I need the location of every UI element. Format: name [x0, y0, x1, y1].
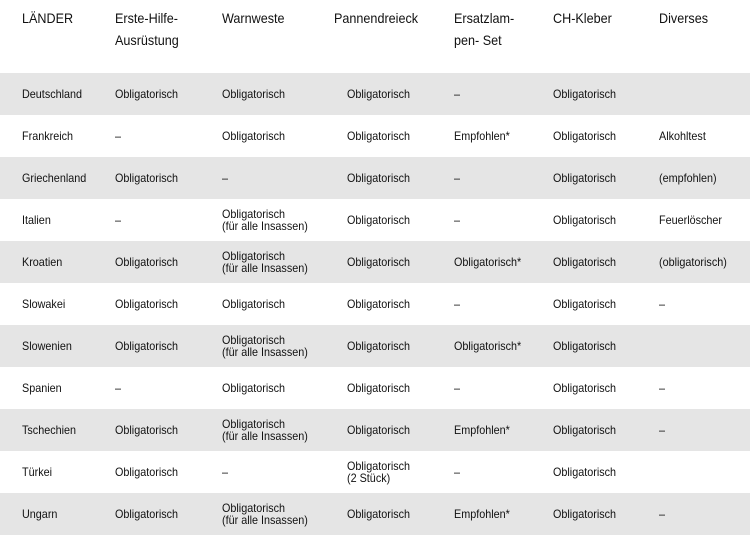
table-cell: Obligatorisch* [454, 255, 522, 269]
table-cell: Obligatorisch [115, 507, 179, 521]
table-cell: Empfohlen* [454, 129, 510, 143]
header-pannendreieck: Pannendreieck [334, 10, 419, 26]
table-cell: Obligatorisch [553, 171, 617, 185]
table-cell: Obligatorisch [553, 381, 617, 395]
table-cell: – [115, 129, 122, 143]
table-cell: Obligatorisch [553, 87, 617, 101]
table-row [0, 367, 750, 409]
table-cell: Obligatorisch [347, 129, 411, 143]
country-cell: Italien [22, 213, 51, 227]
table-cell: – [454, 381, 461, 395]
table-cell: Obligatorisch [553, 297, 617, 311]
table-cell: Obligatorisch [553, 423, 617, 437]
table-body [0, 73, 750, 535]
table-row [0, 73, 750, 115]
table-cell: – [454, 213, 461, 227]
table-cell: Obligatorisch [115, 339, 179, 353]
table-cell: Obligatorisch [115, 465, 179, 479]
header-erste-hilfe: Erste-Hilfe- Ausrüstung [115, 10, 179, 48]
table-cell: Obligatorisch [115, 87, 179, 101]
table-cell: Obligatorisch [553, 339, 617, 353]
table-cell: Obligatorisch [553, 255, 617, 269]
table-cell: Obligatorisch (für alle Insassen) [222, 333, 308, 359]
country-cell: Ungarn [22, 507, 58, 521]
table-cell: Obligatorisch [115, 423, 179, 437]
table-cell: Empfohlen* [454, 507, 510, 521]
table-row [0, 283, 750, 325]
table-cell: – [115, 381, 122, 395]
table-cell: – [659, 507, 666, 521]
table-cell: Obligatorisch [347, 171, 411, 185]
country-cell: Griechenland [22, 171, 87, 185]
table-cell: Obligatorisch [115, 171, 179, 185]
table-cell: Obligatorisch [553, 129, 617, 143]
header-ersatzlampen: Ersatzlam- pen- Set [454, 10, 515, 48]
table-header [0, 0, 750, 73]
table-cell: (obligatorisch) [659, 255, 727, 269]
country-cell: Slowenien [22, 339, 72, 353]
table-cell: Obligatorisch [222, 297, 286, 311]
table-cell: Alkohltest [659, 129, 706, 143]
table-cell: Obligatorisch [115, 297, 179, 311]
header-diverses: Diverses [659, 10, 709, 26]
header-laender: LÄNDER [22, 10, 74, 26]
table-cell: – [454, 465, 461, 479]
country-cell: Türkei [22, 465, 53, 479]
table-row [0, 451, 750, 493]
table-cell: Obligatorisch (für alle Insassen) [222, 501, 308, 527]
country-cell: Kroatien [22, 255, 63, 269]
table-cell: Obligatorisch [222, 381, 286, 395]
table-row [0, 241, 750, 283]
table-cell: Obligatorisch (2 Stück) [347, 459, 411, 485]
table-cell: – [222, 465, 229, 479]
table-row [0, 325, 750, 367]
country-cell: Tschechien [22, 423, 77, 437]
table-cell: – [659, 423, 666, 437]
table-cell: Empfohlen* [454, 423, 510, 437]
table-cell: – [454, 171, 461, 185]
table-cell: Obligatorisch (für alle Insassen) [222, 417, 308, 443]
table-cell: Obligatorisch [347, 339, 411, 353]
table-cell: Obligatorisch (für alle Insassen) [222, 249, 308, 275]
table-cell: (empfohlen) [659, 171, 717, 185]
country-cell: Frankreich [22, 129, 74, 143]
table-cell: Obligatorisch* [454, 339, 522, 353]
table-cell: – [659, 381, 666, 395]
table-cell: Obligatorisch [347, 297, 411, 311]
table-cell: Obligatorisch [347, 255, 411, 269]
table-cell: Obligatorisch [347, 381, 411, 395]
table-cell: Obligatorisch [553, 507, 617, 521]
table-cell: Obligatorisch [347, 213, 411, 227]
table-row [0, 157, 750, 199]
table-cell: Obligatorisch [347, 423, 411, 437]
table-row [0, 199, 750, 241]
country-cell: Deutschland [22, 87, 83, 101]
table-cell: Obligatorisch (für alle Insassen) [222, 207, 308, 233]
table-cell: – [454, 87, 461, 101]
header-ch-kleber: CH-Kleber [553, 10, 612, 26]
table-cell: Obligatorisch [553, 213, 617, 227]
table-cell: – [454, 297, 461, 311]
table-cell: – [115, 213, 122, 227]
table-cell: Obligatorisch [222, 87, 286, 101]
country-cell: Slowakei [22, 297, 66, 311]
header-warnweste: Warnweste [222, 10, 285, 26]
table-row [0, 115, 750, 157]
table-cell: Obligatorisch [347, 87, 411, 101]
table-cell: Obligatorisch [222, 129, 286, 143]
table-cell: Obligatorisch [553, 465, 617, 479]
table-cell: Obligatorisch [115, 255, 179, 269]
table-cell: Obligatorisch [347, 507, 411, 521]
table-cell: – [222, 171, 229, 185]
country-cell: Spanien [22, 381, 62, 395]
table-row [0, 409, 750, 451]
table-row [0, 493, 750, 535]
table-cell: – [659, 297, 666, 311]
table-cell: Feuerlöscher [659, 213, 723, 227]
